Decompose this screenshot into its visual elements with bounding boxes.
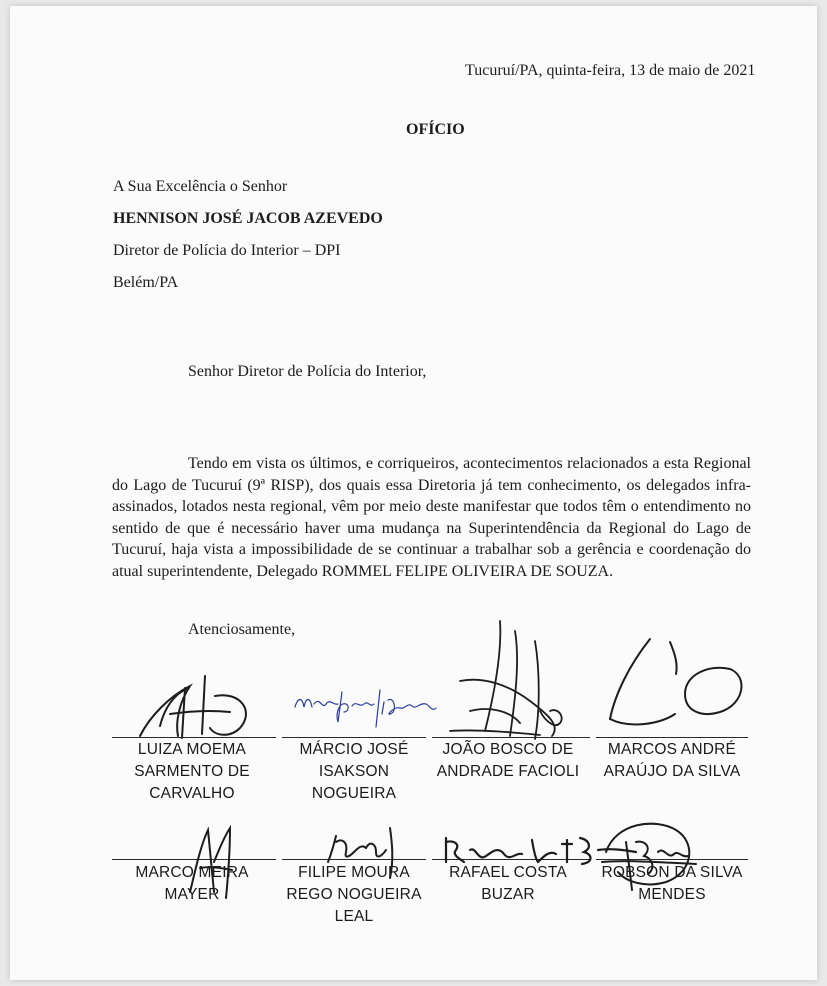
handwritten-signature [600, 624, 750, 736]
signatory-name: ROBSON DA SILVA MENDES [601, 864, 743, 903]
signature-line [112, 859, 276, 860]
signatory-name: FILIPE MOURA REGO NOGUEIRA LEAL [286, 864, 422, 925]
salutation: Senhor Diretor de Polícia do Interior, [188, 363, 427, 380]
closing: Atenciosamente, [188, 621, 296, 638]
handwritten-signature [130, 666, 270, 746]
addressee-name: HENNISON JOSÉ JACOB AZEVEDO [113, 210, 383, 227]
letter-title: OFÍCIO [406, 121, 465, 138]
document-page [10, 6, 817, 980]
signature-line [596, 859, 748, 860]
body-paragraph: Tendo em vista os últimos, e corriqueiros, acontecimentos relacionados a esta Regional do Lago de Tucuruí (9ª RISP), dos quais essa Diretoria já tem conhecimento, os delegados infra-assinados, lotados nesta regional, vêm por meio deste manifestar que todos têm o entendimento no sentido de que é necessário haver uma mudança na Superintendência da Regional do Lago de Tucuruí, haja vista a impossibilidade de se continuar a trabalhar sob a gerência e coordenação do atual superintendente, Delegado ROMMEL FELIPE OLIVEIRA DE SOUZA. [112, 455, 751, 580]
signature-line [112, 737, 276, 738]
signature-line [282, 859, 426, 860]
signatory-name: RAFAEL COSTA BUZAR [449, 864, 567, 903]
signatory-name: MARCOS ANDRÉ ARAÚJO DA SILVA [603, 741, 741, 780]
addressee-greeting: A Sua Excelência o Senhor [113, 178, 288, 195]
signature-line [282, 737, 426, 738]
signatory-name: JOÃO BOSCO DE ANDRADE FACIOLI [436, 741, 580, 780]
letter-body [112, 453, 751, 583]
signatory-name: MÁRCIO JOSÉ ISAKSON NOGUEIRA [299, 741, 409, 802]
signatory-name: MARCO MEIRA MAYER [135, 864, 249, 903]
signatory-name: LUIZA MOEMA SARMENTO DE CARVALHO [134, 741, 250, 802]
handwritten-signature [290, 682, 440, 732]
letter-date: Tucuruí/PA, quinta-feira, 13 de maio de 2021 [465, 62, 756, 79]
addressee-city: Belém/PA [113, 274, 179, 291]
signature-line [432, 859, 590, 860]
addressee-position: Diretor de Polícia do Interior – DPI [113, 242, 341, 259]
handwritten-signature [440, 611, 590, 751]
signature-line [432, 737, 590, 738]
signature-line [596, 737, 748, 738]
